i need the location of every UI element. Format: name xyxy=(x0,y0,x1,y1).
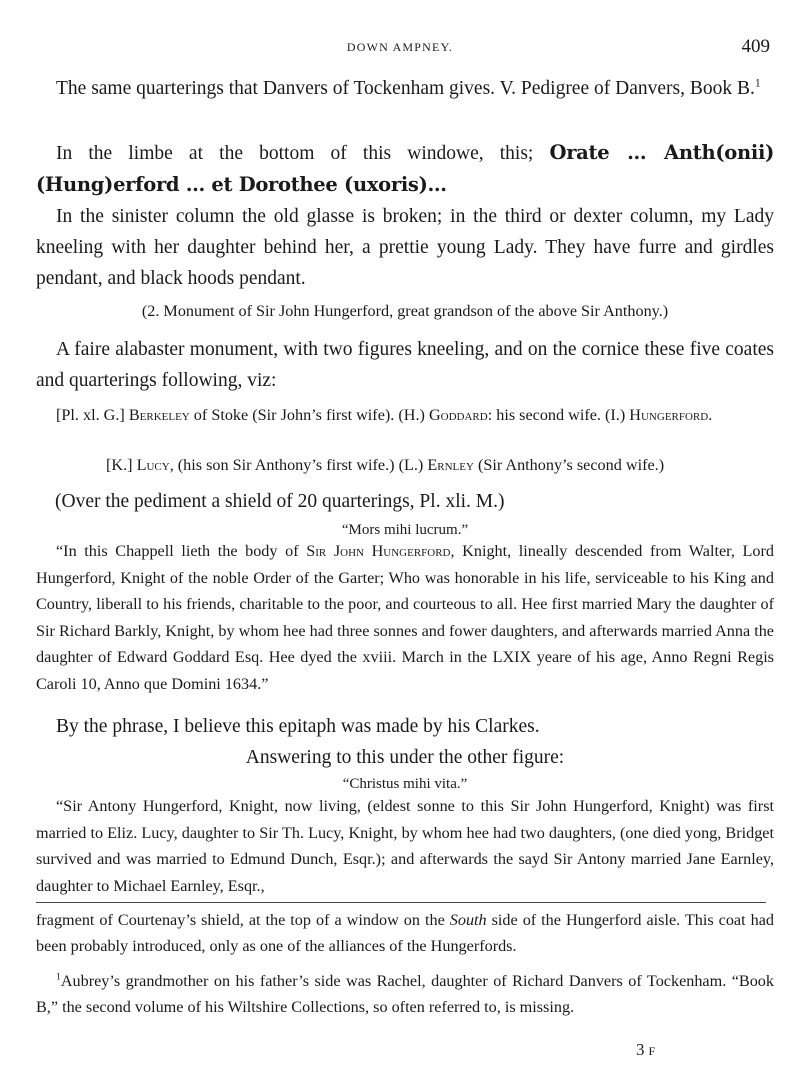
coat-note: (Sir Anthony’s second wife.) xyxy=(473,456,665,474)
epitaph-text: , Knight, lineally descended from Walter, Lord Hungerford, Knight of the noble Order of the Garter; Who was honorable in his life, serviceable to his King and Country, liberall to his friends, charitable to the poor, and courteous to all. Hee first married Mary the daughter of Sir Richard Barkly, Knight, by whom hee had three sonnes and fower daughters, and afterwards married Anna the daughter of Edward Goddard Esq. Hee dyed the xviii. March in the LXIX yeare of his age, Anno Regni Regis Caroli 10, Anno que Domini 1634.” xyxy=(36,542,775,693)
paragraph-text: In the sinister column the old glasse is broken; in the third or dexter column, my Lady kneeling with her daughter behind her, a prettie young Lady. They have furre and girdles pendant, and black hoods pendant. xyxy=(36,206,774,289)
plate-ref: [K.] xyxy=(106,456,137,474)
section-heading xyxy=(36,298,774,324)
signature-letter: F xyxy=(648,1044,656,1058)
paragraph-limbe-inscription xyxy=(36,137,774,201)
signature-number: 3 xyxy=(636,1040,645,1059)
continued-footnote xyxy=(36,907,774,959)
motto-text: “Mors mihi lucrum.” xyxy=(341,522,469,538)
coats-list-line-1 xyxy=(56,402,774,428)
pediment-note xyxy=(55,486,793,517)
plate-ref: [Pl. xl. G.] xyxy=(56,406,129,424)
epitaph-name: Sir John Hungerford xyxy=(306,542,451,560)
running-title: DOWN AMPNEY. xyxy=(346,40,454,54)
running-head xyxy=(0,36,800,60)
epitaph-sir-antony xyxy=(36,793,774,899)
epitaph-text: “In this Chappell lieth the body of xyxy=(56,542,307,560)
note-text: side of the Hungerford aisle. This coat had been probably introduced, only as one of the alliances of the Hungerfords. xyxy=(36,911,774,955)
footnote-text: Aubrey’s grandmother on his father’s side was Rachel, daughter of Richard Danvers of Tockenham. “Book B,” the second volume of his Wiltshire Collections, so often referred to, is missing. xyxy=(36,972,774,1016)
note-text: fragment of Courtenay’s shield, at the top of a window on the xyxy=(36,911,450,929)
paragraph-sinister-column xyxy=(36,201,774,294)
coat-note: : his second wife. (I.) xyxy=(487,406,630,424)
footnote-divider xyxy=(36,902,766,903)
coat-goddard: Goddard xyxy=(428,406,488,424)
footnote-marker: 1 xyxy=(56,971,61,983)
paragraph-text: The same quarterings that Danvers of Tockenham gives. V. Pedigree of Danvers, Book B. xyxy=(56,78,755,99)
footnote-1 xyxy=(36,968,774,1020)
paragraph-other-figure xyxy=(36,742,774,773)
paragraph-quarterings xyxy=(36,73,774,104)
signature-mark xyxy=(636,1040,655,1060)
coats-list-line-2 xyxy=(106,452,774,478)
coat-berkeley: Berkeley xyxy=(128,406,190,424)
paragraph-text: In the limbe at the bottom of this windowe, this; xyxy=(56,143,550,164)
paragraph-text: By the phrase, I believe this epitaph was made by his Clarkes. xyxy=(56,716,540,737)
blackletter-inscription: Orate … Anth(onii) (Hung)erford … et Dorothee (uxoris)… xyxy=(36,141,774,196)
coat-ernley: Ernley xyxy=(427,456,474,474)
page-number: 409 xyxy=(741,36,770,57)
epitaph-sir-john xyxy=(36,538,774,697)
section-heading-text: (2. Monument of Sir John Hungerford, great grandson of the above Sir Anthony.) xyxy=(141,302,669,320)
paragraph-text: A faire alabaster monument, with two figures kneeling, and on the cornice these five coates and quarterings following, viz: xyxy=(36,339,774,391)
motto-text: “Christus mihi vita.” xyxy=(342,776,468,792)
paragraph-text: Answering to this under the other figure: xyxy=(245,747,565,768)
footnote-ref[interactable]: 1 xyxy=(754,76,761,90)
coat-lucy: Lucy, xyxy=(136,456,174,474)
coat-hungerford: Hungerford. xyxy=(629,406,713,424)
paragraph-alabaster-monument xyxy=(36,334,774,396)
paragraph-clarkes xyxy=(36,711,774,742)
note-italic: South xyxy=(449,911,487,929)
coat-note: of Stoke (Sir John’s first wife). (H.) xyxy=(189,406,429,424)
epitaph-text: “Sir Antony Hungerford, Knight, now living, (eldest sonne to this Sir John Hungerford, Knight) was first married to Eliz. Lucy, daughter to Sir Th. Lucy, Knight, by whom hee had two daughters, (one died yong, Bridget survived and was married to Edmund Dunch, Esqr.); and afterwards the sayd Sir Antony married Jane Earnley, daughter to Michael Earnley, Esqr., xyxy=(36,797,774,895)
paragraph-text: (Over the pediment a shield of 20 quarterings, Pl. xli. M.) xyxy=(55,491,505,512)
coat-note: (his son Sir Anthony’s first wife.) (L.) xyxy=(173,456,428,474)
